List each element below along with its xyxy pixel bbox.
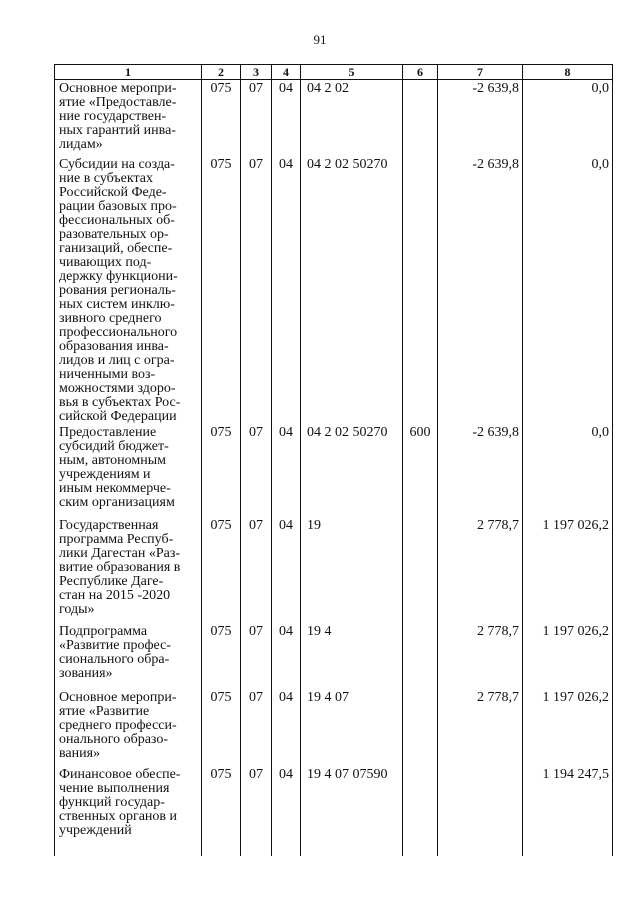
amount-col7-cell: -2 639,8 [438,424,523,517]
expense-type-cell [403,623,438,689]
table-row [55,424,613,517]
amount-col7-cell: -2 639,8 [438,156,523,424]
target-article-cell: 19 4 [301,623,403,689]
header-col-8: 8 [523,65,613,80]
name-line: ных систем инклю- [59,297,175,312]
subsection-code-cell: 04 [272,766,301,856]
amount-col7-cell: 2 778,7 [438,689,523,766]
header-col-6: 6 [403,65,438,80]
table-row [55,689,613,766]
row-name-cell [55,80,202,157]
expense-type-cell [403,766,438,856]
name-line: «Развитие профес- [59,638,171,653]
table-row [55,517,613,623]
header-col-3: 3 [241,65,272,80]
name-line: ние государствен- [59,109,167,124]
header-col-2: 2 [202,65,241,80]
ministry-code-cell: 075 [202,623,241,689]
header-col-4: 4 [272,65,301,80]
table-row [55,623,613,689]
name-line: лидов и лиц с огра- [59,353,175,368]
page-number: 91 [313,32,327,47]
name-line: Российской Феде- [59,185,167,200]
section-code-cell: 07 [241,517,272,623]
amount-col8-cell: 0,0 [523,424,613,517]
table-row [55,766,613,856]
name-line: лики Дагестан «Раз- [59,546,181,561]
name-line: Финансовое обеспе- [59,767,181,782]
name-line: Подпрограмма [59,624,148,639]
name-line: зования» [59,666,113,681]
header-col-7: 7 [438,65,523,80]
name-line: онального образо- [59,732,169,747]
amount-col8-cell: 1 197 026,2 [523,623,613,689]
section-code-cell: 07 [241,766,272,856]
name-line: разовательных ор- [59,227,169,242]
name-line: ятие «Предоставле- [59,95,177,110]
name-line: стан на 2015 -2020 [59,588,171,603]
subsection-code-cell: 04 [272,517,301,623]
subsection-code-cell: 04 [272,689,301,766]
row-name-cell [55,156,202,424]
header-row [55,65,613,80]
name-line: сионального обра- [59,652,170,667]
name-line: рования региональ- [59,283,176,298]
target-article-cell: 19 [301,517,403,623]
row-name-cell [55,766,202,856]
amount-col7-cell [438,766,523,856]
name-line: фессиональных об- [59,213,175,228]
name-line: сийской Федерации [59,409,177,424]
name-line: среднего професси- [59,718,177,733]
header-col-5: 5 [301,65,403,80]
name-line: годы» [59,602,95,617]
name-line: функций государ- [59,795,165,810]
section-code-cell: 07 [241,80,272,157]
ministry-code-cell: 075 [202,689,241,766]
amount-col8-cell: 0,0 [523,156,613,424]
name-line: Основное меропри- [59,81,177,96]
name-line: ственных органов и [59,809,178,824]
name-line: образования инва- [59,339,169,354]
section-code-cell: 07 [241,623,272,689]
expense-type-cell [403,689,438,766]
ministry-code-cell: 075 [202,766,241,856]
row-name-cell [55,517,202,623]
name-line: ных гарантий инва- [59,123,176,138]
name-line: ятие «Развитие [59,704,150,719]
name-line: учреждений [59,823,132,838]
name-line: ние в субъектах [59,171,154,186]
section-code-cell: 07 [241,424,272,517]
amount-col8-cell: 1 197 026,2 [523,517,613,623]
expense-type-cell: 600 [403,424,438,517]
amount-col7-cell: 2 778,7 [438,517,523,623]
amount-col8-cell: 0,0 [523,80,613,157]
target-article-cell: 04 2 02 50270 [301,156,403,424]
ministry-code-cell: 075 [202,80,241,157]
subsection-code-cell: 04 [272,156,301,424]
header-col-1: 1 [55,65,202,80]
name-line: лидам» [59,137,103,152]
name-line: ниченными воз- [59,367,156,382]
table-row [55,80,613,157]
name-line: Основное меропри- [59,690,177,705]
amount-col8-cell: 1 194 247,5 [523,766,613,856]
name-line: субсидий бюджет- [59,439,169,454]
name-line: иным некоммерче- [59,481,171,496]
name-line: Республике Даге- [59,574,164,589]
target-article-cell: 04 2 02 50270 [301,424,403,517]
name-line: витие образования в [59,560,181,575]
name-line: Субсидии на созда- [59,157,175,172]
subsection-code-cell: 04 [272,623,301,689]
row-name-cell [55,623,202,689]
name-line: держку функциони- [59,269,178,284]
name-line: ским организациям [59,495,175,510]
target-article-cell: 19 4 07 07590 [301,766,403,856]
name-line: учреждениям и [59,467,151,482]
budget-table [54,64,613,856]
table-row [55,156,613,424]
subsection-code-cell: 04 [272,424,301,517]
row-name-cell [55,424,202,517]
subsection-code-cell: 04 [272,80,301,157]
name-line: Государственная [59,518,159,533]
name-line: чение выполнения [59,781,170,796]
target-article-cell: 04 2 02 [301,80,403,157]
name-line: рации базовых про- [59,199,177,214]
name-line: профессионального [59,325,178,340]
amount-col7-cell: 2 778,7 [438,623,523,689]
name-line: вья в субъектах Рос- [59,395,181,410]
name-line: вания» [59,746,101,761]
name-line: Предоставление [59,425,157,440]
row-name-cell [55,689,202,766]
section-code-cell: 07 [241,689,272,766]
amount-col8-cell: 1 197 026,2 [523,689,613,766]
ministry-code-cell: 075 [202,424,241,517]
name-line: можностями здоро- [59,381,176,396]
name-line: программа Респуб- [59,532,174,547]
name-line: ным, автономным [59,453,167,468]
amount-col7-cell: -2 639,8 [438,80,523,157]
ministry-code-cell: 075 [202,156,241,424]
ministry-code-cell: 075 [202,517,241,623]
expense-type-cell [403,517,438,623]
target-article-cell: 19 4 07 [301,689,403,766]
expense-type-cell [403,156,438,424]
name-line: зивного среднего [59,311,162,326]
name-line: ганизаций, обеспе- [59,241,173,256]
expense-type-cell [403,80,438,157]
section-code-cell: 07 [241,156,272,424]
name-line: чивающих под- [59,255,152,270]
